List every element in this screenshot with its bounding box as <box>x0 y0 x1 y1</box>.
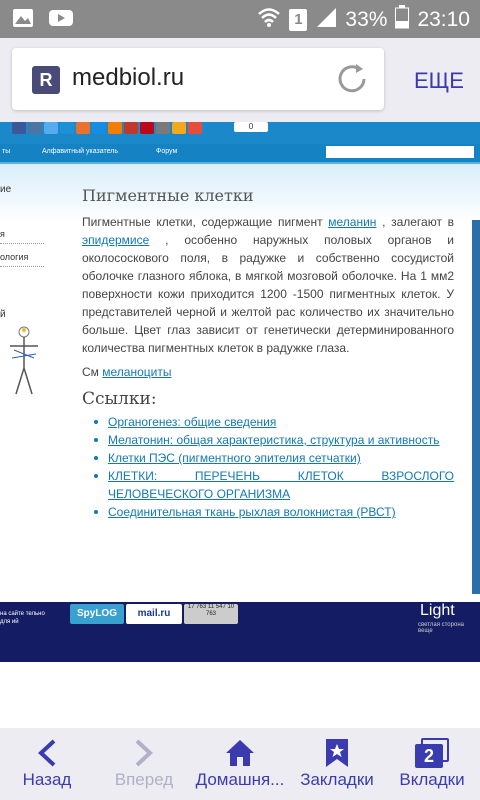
back-button[interactable] <box>12 736 82 790</box>
visit-counter[interactable]: 17 763 11 547 10 763 <box>184 604 238 624</box>
site-footer <box>0 602 480 662</box>
print-icon[interactable] <box>156 122 170 134</box>
sim-icon: 1 <box>289 9 307 31</box>
article-paragraph <box>82 213 454 357</box>
sidebar-item[interactable]: ология <box>0 248 44 267</box>
twitter-icon[interactable] <box>44 122 58 134</box>
more-share-icon[interactable] <box>188 122 202 134</box>
sidebar-item[interactable]: й <box>0 309 6 320</box>
share-bar <box>0 122 480 144</box>
clock: 23:10 <box>417 8 470 31</box>
list-item <box>82 431 454 449</box>
links-list <box>82 413 454 521</box>
link-item[interactable]: Клетки ПЭС (пигментного эпителия сетчатки) <box>108 451 361 465</box>
mailru-icon[interactable] <box>92 122 106 134</box>
battery-percent: 33% <box>345 8 388 31</box>
pinterest-icon[interactable] <box>140 122 154 134</box>
address-bar[interactable] <box>12 48 384 110</box>
site-search-input[interactable] <box>326 146 474 158</box>
browser-bottom-bar <box>0 728 480 800</box>
facebook-icon[interactable] <box>12 122 26 134</box>
nav-item-alphabet-index[interactable]: Алфавитный указатель <box>42 148 118 155</box>
link-epidermis[interactable]: эпидермисе <box>82 233 150 247</box>
list-item <box>82 467 454 503</box>
tabs-button[interactable] <box>392 736 472 790</box>
text-segment: , особенно наружных половых органов и околососкового поля, в радужке и собственно сосудистой оболочке глазного яблока, в мягкой мозговой оболочке. На 1 мм2 поверхности кожи приходится 1200 -1500 пигментных клеток. У представителей черной и желтой рас количество их значительно больше. Цвет глаз зависит от генетически детерминированного количества пигментных клеток в радужке глаза. <box>82 233 454 355</box>
more-menu-button[interactable]: ЕЩЕ <box>414 68 464 93</box>
list-item <box>82 503 454 521</box>
odnoklassniki-icon[interactable] <box>76 122 90 134</box>
youtube-icon <box>48 8 74 33</box>
back-icon <box>12 736 82 770</box>
tabs-icon <box>392 736 472 770</box>
light-logo[interactable]: Light <box>420 602 455 619</box>
link-item[interactable]: Соединительная ткань рыхлая волокнистая (РВСТ) <box>108 505 396 519</box>
forward-button[interactable] <box>108 736 180 790</box>
web-content <box>0 122 480 728</box>
sidebar-item[interactable]: я <box>0 229 44 244</box>
left-sidebar <box>0 184 60 400</box>
share-counter: 0 <box>234 122 268 132</box>
blogger-icon[interactable] <box>108 122 122 134</box>
status-bar <box>0 0 480 38</box>
battery-icon <box>395 5 409 35</box>
spylog-badge[interactable]: SpyLOG <box>70 604 124 624</box>
vk-icon[interactable] <box>28 122 42 134</box>
text-segment: , залегают в <box>376 215 454 229</box>
liveinternet-icon[interactable] <box>124 122 138 134</box>
see-label: См <box>82 365 103 379</box>
page-title: Пигментные клетки <box>82 186 254 205</box>
bookmark-icon <box>292 736 382 770</box>
link-item[interactable]: Органогенез: общие сведения <box>108 415 277 429</box>
home-label: Домашня... <box>195 770 285 789</box>
tabs-label: Вкладки <box>399 770 465 789</box>
forward-icon <box>108 736 180 770</box>
link-item[interactable]: Мелатонин: общая характеристика, структура и активность <box>108 433 440 447</box>
text-segment: Пигментные клетки, содержащие пигмент <box>82 215 329 229</box>
back-label: Назад <box>22 770 72 789</box>
footer-text: на сайте тельно для ий <box>0 611 45 625</box>
links-heading: Ссылки: <box>82 389 157 409</box>
site-nav <box>0 144 480 162</box>
tab-count: 2 <box>415 744 443 768</box>
bookmarks-button[interactable] <box>292 736 382 790</box>
list-item <box>82 449 454 467</box>
site-favicon-icon: R <box>32 66 60 94</box>
side-ad-banner[interactable] <box>472 220 480 594</box>
light-tagline: светлая сторона веще <box>418 622 464 634</box>
list-item <box>82 413 454 431</box>
home-icon <box>190 736 290 770</box>
wifi-icon <box>257 6 281 34</box>
mailru-rating-badge[interactable]: mail.ru <box>126 604 182 624</box>
livejournal-icon[interactable] <box>60 122 74 134</box>
bookmarks-label: Закладки <box>300 770 374 789</box>
article <box>82 186 454 521</box>
favorite-icon[interactable] <box>172 122 186 134</box>
signal-icon <box>315 6 337 34</box>
nav-item-forum[interactable]: Форум <box>156 148 178 155</box>
forward-label: Вперед <box>114 770 174 789</box>
gallery-icon <box>12 8 34 33</box>
link-melanin[interactable]: меланин <box>328 215 377 229</box>
home-button[interactable] <box>190 736 290 790</box>
url-text[interactable]: medbiol.ru <box>72 64 185 91</box>
link-item[interactable]: КЛЕТКИ: ПЕРЕЧЕНЬ КЛЕТОК ВЗРОСЛОГО ЧЕЛОВЕЧЕСКОГО ОРГАНИЗМА <box>108 469 454 501</box>
browser-toolbar <box>0 38 480 122</box>
see-also <box>82 365 454 379</box>
link-melanocytes[interactable]: меланоциты <box>102 365 172 379</box>
anatomy-figure-icon <box>0 324 60 400</box>
sidebar-title: ие <box>0 184 12 195</box>
nav-item[interactable]: ты <box>2 148 11 155</box>
reload-icon[interactable] <box>334 61 370 102</box>
